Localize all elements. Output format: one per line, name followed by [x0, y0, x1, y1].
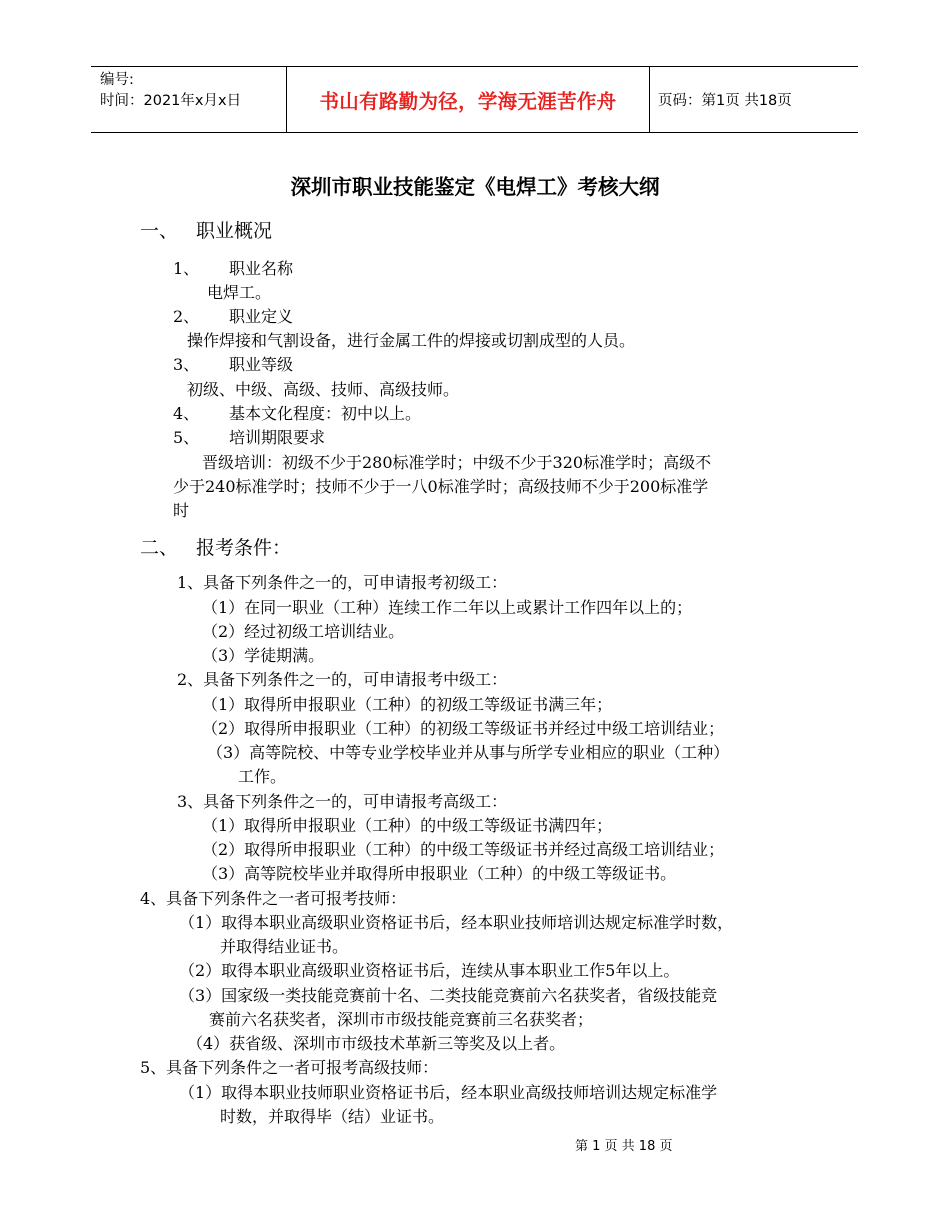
condition-line: 1、具备下列条件之一的，可申请报考初级工：	[177, 573, 508, 592]
item-1-text: 电焊工。	[207, 283, 272, 302]
condition-line: 并取得结业证书。	[220, 937, 349, 956]
condition-line: 时数，并取得毕（结）业证书。	[220, 1107, 445, 1126]
section-2-title: 报考条件：	[196, 537, 292, 559]
condition-line: （1）在同一职业（工种）连续工作二年以上或累计工作四年以上的；	[202, 598, 693, 617]
item-1	[173, 258, 293, 280]
item-label: 职业定义	[229, 307, 294, 326]
item-5	[173, 427, 325, 449]
condition-line: （2）经过初级工培训结业。	[202, 622, 405, 641]
condition-line: （4）获省级、深圳市市级技术革新三等奖及以上者。	[187, 1034, 566, 1053]
header-motto-cell	[286, 67, 650, 132]
condition-line: （3）高等院校、中等专业学校毕业并从事与所学专业相应的职业（工种）	[207, 743, 730, 762]
condition-line: （2）取得所申报职业（工种）的中级工等级证书并经过高级工培训结业；	[202, 840, 725, 859]
page-footer: 第 1 页 共 18 页	[575, 1139, 673, 1154]
item-label: 职业等级	[229, 355, 294, 374]
item-2	[173, 306, 293, 328]
condition-line: （2）取得本职业高级职业资格证书后，连续从事本职业工作5年以上。	[179, 961, 680, 980]
condition-line: （1）取得所申报职业（工种）的初级工等级证书满三年；	[202, 695, 613, 714]
header-table	[91, 66, 858, 133]
condition-line: 5、具备下列条件之一者可报考高级技师：	[140, 1058, 439, 1077]
condition-line: 2、具备下列条件之一的，可申请报考中级工：	[177, 670, 508, 689]
condition-line: （3）国家级一类技能竞赛前十名、二类技能竞赛前六名获奖者，省级技能竞	[179, 986, 718, 1005]
item-number: 4、	[173, 404, 200, 423]
header-meta	[91, 67, 286, 132]
item-4	[173, 403, 421, 425]
time-label: 时间：2021年x月x日	[100, 93, 242, 109]
document-title: 深圳市职业技能鉴定《电焊工》考核大纲	[290, 175, 660, 199]
item-3	[173, 354, 293, 376]
condition-line: （2）取得所申报职业（工种）的初级工等级证书并经过中级工培训结业；	[202, 719, 725, 738]
section-1-heading	[140, 220, 272, 242]
condition-line: 赛前六名获奖者，深圳市市级技能竞赛前三名获奖者；	[209, 1010, 594, 1029]
training-line-3: 时	[173, 501, 190, 520]
condition-line: （3）学徒期满。	[202, 646, 325, 665]
condition-line: （3）高等院校毕业并取得所申报职业（工种）的中级工等级证书。	[202, 864, 677, 883]
training-line-1: 晋级培训：初级不少于280标准学时；中级不少于320标准学时；高级不	[202, 453, 712, 472]
header-motto: 书山有路勤为径，学海无涯苦作舟	[319, 89, 617, 113]
section-1-title: 职业概况	[196, 220, 273, 242]
item-number: 3、	[173, 355, 200, 374]
condition-line: （1）取得本职业高级职业资格证书后，经本职业技师培训达规定标准学时数，	[179, 913, 734, 932]
condition-line: 3、具备下列条件之一的，可申请报考高级工：	[177, 792, 508, 811]
item-label: 职业名称	[229, 259, 294, 278]
condition-line: （1）取得所申报职业（工种）的中级工等级证书满四年；	[202, 816, 613, 835]
section-2-number: 二、	[140, 537, 179, 559]
condition-line: 4、具备下列条件之一者可报考技师：	[140, 889, 407, 908]
condition-line: 工作。	[238, 767, 287, 786]
item-3-text: 初级、中级、高级、技师、高级技师。	[187, 380, 460, 399]
condition-line: （1）取得本职业技师职业资格证书后，经本职业高级技师培训达规定标准学	[179, 1083, 718, 1102]
training-line-2: 少于240标准学时；技师不少于一八0标准学时；高级技师不少于200标准学	[173, 477, 709, 496]
item-number: 1、	[173, 259, 200, 278]
item-number: 2、	[173, 307, 200, 326]
section-2-heading	[140, 537, 291, 559]
item-label: 基本文化程度：初中以上。	[229, 404, 422, 423]
item-number: 5、	[173, 428, 200, 447]
header-page-info: 页码：第1页 共18页	[658, 93, 792, 109]
item-label: 培训期限要求	[229, 428, 326, 447]
serial-label: 编号:	[100, 72, 134, 88]
section-1-number: 一、	[140, 220, 179, 242]
item-2-text: 操作焊接和气割设备，进行金属工件的焊接或切割成型的人员。	[187, 331, 636, 350]
